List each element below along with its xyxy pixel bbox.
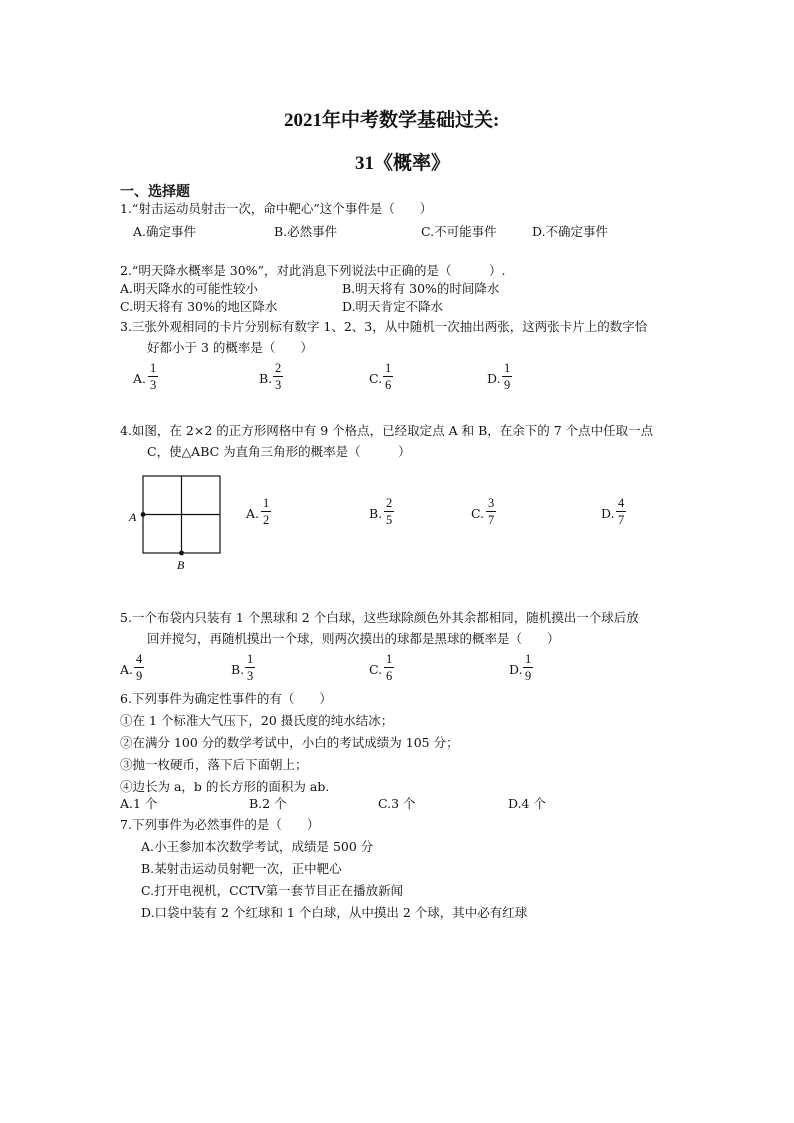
fraction-denominator: 3 xyxy=(150,378,157,392)
fraction-denominator: 3 xyxy=(275,378,282,392)
question-4-option-c-label: C. xyxy=(471,506,485,521)
question-6-stem: 6.下列事件为确定性事件的有（ ） xyxy=(120,691,332,706)
fraction-denominator: 7 xyxy=(618,513,625,527)
section-heading: 一、选择题 xyxy=(120,183,190,199)
fraction-numerator: 4 xyxy=(136,652,143,666)
fraction-numerator: 4 xyxy=(618,496,625,510)
fraction-numerator: 1 xyxy=(150,361,157,375)
fraction-denominator: 9 xyxy=(525,669,532,683)
question-5-option-a-fraction xyxy=(134,652,144,683)
question-4-option-b-label: B. xyxy=(369,506,383,521)
question-6-option-d: D.4 个 xyxy=(508,796,546,811)
fraction-numerator: 1 xyxy=(385,361,392,375)
question-4-option-b-fraction xyxy=(384,496,394,527)
question-6-option-b: B.2 个 xyxy=(249,796,287,811)
question-3-option-d-label: D. xyxy=(487,371,501,386)
question-6-item-2: ②在满分 100 分的数学考试中，小白的考试成绩为 105 分； xyxy=(120,735,459,750)
question-4-stem-line-1: 4.如图，在 2×2 的正方形网格中有 9 个格点，已经取定点 A 和 B，在余下的 7 个点中任取一点 xyxy=(120,423,654,438)
fraction-denominator: 9 xyxy=(504,378,511,392)
point-a-dot xyxy=(141,512,146,517)
fraction-numerator: 3 xyxy=(488,496,495,510)
question-5-stem-line-2: 回并搅匀，再随机摸出一个球，则两次摸出的球都是黑球的概率是（ ） xyxy=(147,631,560,646)
question-6-item-1: ①在 1 个标准大气压下，20 摄氏度的纯水结冰； xyxy=(120,713,394,728)
question-5-option-a-label: A. xyxy=(120,662,134,677)
question-7-stem: 7.下列事件为必然事件的是（ ） xyxy=(120,817,320,832)
question-2-stem: 2.“明天降水概率是 30%”，对此消息下列说法中正确的是（ ）. xyxy=(120,263,506,278)
question-2-option-b: B.明天将有 30%的时间降水 xyxy=(342,281,500,296)
page-subtitle: 31《概率》 xyxy=(355,153,451,174)
question-1-option-b: B.必然事件 xyxy=(274,224,338,239)
question-1-option-d: D.不确定事件 xyxy=(532,224,609,239)
question-6-item-4: ④边长为 a，b 的长方形的面积为 ab. xyxy=(120,779,330,794)
question-5-option-d-label: D. xyxy=(509,662,523,677)
question-4-option-d-fraction xyxy=(616,496,626,527)
fraction-denominator: 9 xyxy=(136,669,143,683)
question-3-option-c-label: C. xyxy=(369,371,383,386)
point-a-label: A xyxy=(129,510,137,524)
fraction-denominator: 5 xyxy=(386,513,393,527)
fraction-numerator: 2 xyxy=(386,496,393,510)
fraction-numerator: 2 xyxy=(275,361,282,375)
question-6-item-3: ③抛一枚硬币，落下后下面朝上； xyxy=(120,757,308,772)
grid-figure xyxy=(125,468,230,576)
question-2-option-c: C.明天将有 30%的地区降水 xyxy=(120,299,278,314)
question-3-option-c-fraction xyxy=(383,361,393,392)
point-b-label: B xyxy=(177,558,185,572)
fraction-denominator: 2 xyxy=(263,513,270,527)
fraction-numerator: 1 xyxy=(386,652,393,666)
question-3-option-a-fraction xyxy=(148,361,158,392)
fraction-numerator: 1 xyxy=(525,652,532,666)
question-3-option-b-label: B. xyxy=(259,371,273,386)
fraction-numerator: 1 xyxy=(504,361,511,375)
question-6-option-c: C.3 个 xyxy=(378,796,416,811)
question-2-option-d: D.明天肯定不降水 xyxy=(342,299,444,314)
fraction-denominator: 3 xyxy=(247,669,254,683)
fraction-numerator: 1 xyxy=(247,652,254,666)
question-2-option-a: A.明天降水的可能性较小 xyxy=(120,281,259,296)
question-7-option-c: C.打开电视机，CCTV第一套节目正在播放新闻 xyxy=(141,883,404,898)
question-5-stem-line-1: 5.一个布袋内只装有 1 个黑球和 2 个白球，这些球除颜色外其余都相同，随机摸出一个球后放 xyxy=(120,610,639,625)
question-4-option-c-fraction xyxy=(486,496,496,527)
question-3-option-a-label: A. xyxy=(133,371,147,386)
question-1-stem: 1.“射击运动员射击一次，命中靶心”这个事件是（ ） xyxy=(120,201,433,216)
question-3-option-b-fraction xyxy=(273,361,283,392)
fraction-denominator: 6 xyxy=(386,669,393,683)
page-title: 2021年中考数学基础过关: xyxy=(284,110,500,131)
question-5-option-b-fraction xyxy=(245,652,255,683)
question-3-stem-line-2: 好都小于 3 的概率是（ ） xyxy=(147,340,313,355)
question-5-option-c-label: C. xyxy=(369,662,383,677)
question-4-stem-line-2: C，使△ABC 为直角三角形的概率是（ ） xyxy=(147,444,411,459)
question-4-option-d-label: D. xyxy=(601,506,615,521)
fraction-denominator: 7 xyxy=(488,513,495,527)
question-7-option-b: B.某射击运动员射靶一次，正中靶心 xyxy=(141,861,342,876)
question-5-option-c-fraction xyxy=(384,652,394,683)
question-1-option-a: A.确定事件 xyxy=(133,224,197,239)
question-5-option-d-fraction xyxy=(523,652,533,683)
point-b-dot xyxy=(179,551,184,556)
fraction-numerator: 1 xyxy=(263,496,270,510)
question-6-option-a: A.1 个 xyxy=(120,796,158,811)
question-1-option-c: C.不可能事件 xyxy=(421,224,497,239)
question-5-option-b-label: B. xyxy=(231,662,245,677)
question-4-option-a-fraction xyxy=(261,496,271,527)
question-3-option-d-fraction xyxy=(502,361,512,392)
question-7-option-a: A.小王参加本次数学考试，成绩是 500 分 xyxy=(141,839,374,854)
fraction-denominator: 6 xyxy=(385,378,392,392)
question-7-option-d: D.口袋中装有 2 个红球和 1 个白球，从中摸出 2 个球，其中必有红球 xyxy=(141,905,528,920)
question-4-option-a-label: A. xyxy=(246,506,260,521)
question-3-stem-line-1: 3.三张外观相同的卡片分别标有数字 1、2、3，从中随机一次抽出两张，这两张卡片上的数字恰 xyxy=(120,319,648,334)
